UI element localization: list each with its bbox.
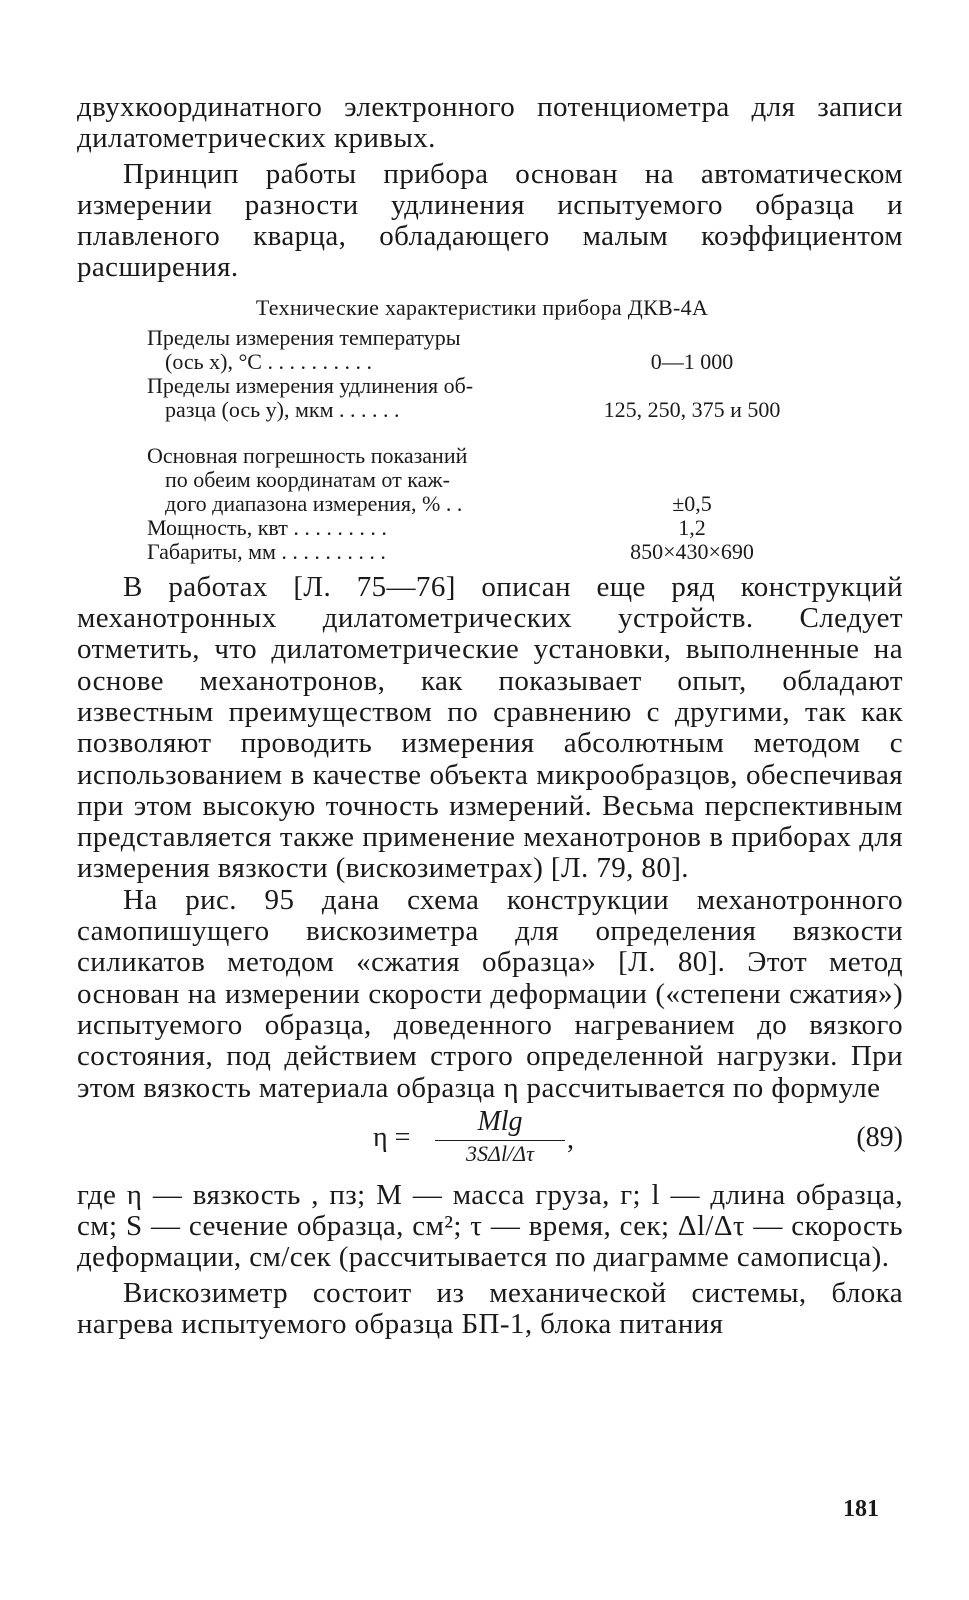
spec-label: Мощность, квт . . . . . . . . .	[147, 514, 387, 540]
spec-value: 125, 250, 375 и 500	[603, 396, 781, 422]
spec-label: Основная погрешность показаний	[147, 442, 468, 468]
formula-fraction	[435, 1106, 565, 1167]
spec-value: 1,2	[678, 514, 706, 540]
paragraph-2: Принцип работы прибора основан на автоматическом измерении разности удлинения испытуемого образца и плавленого кварца, обладающего малым коэффициентом расширения.	[77, 157, 903, 284]
paragraph-1: двухкоординатного электронного потенциометра для записи дилатометрических кривых.	[77, 91, 903, 155]
spec-label: (ось x), °C . . . . . . . . . .	[165, 348, 372, 374]
spec-value: ±0,5	[672, 490, 712, 516]
spec-row-power	[147, 516, 827, 540]
paragraph-4: На рис. 95 дана схема конструкции механотронного самопишущего вискозиметра для определения вязкости силикатов методом «сжатия образца» [Л. 80]. Этот метод основан на измерении скорости деформации («степени сжатия») испытуемого образца, доведенного нагреванием до вязкого состояния, под действием строго определенной нагрузки. При этом вязкость материала образца η рассчитывается по формуле	[77, 883, 903, 1104]
spec-label: разца (ось y), мкм . . . . . .	[165, 396, 400, 422]
paragraph-6: Вискозиметр состоит из механической системы, блока нагрева испытуемого образца БП-1, блока питания	[77, 1276, 903, 1341]
spec-label: Пределы измерения температуры	[147, 324, 461, 350]
equation-number: (89)	[856, 1121, 903, 1153]
formula-denominator: 3SΔl/Δτ	[466, 1140, 534, 1166]
spec-label: по обеим координатам от каж-	[165, 466, 450, 492]
formula-numerator: Mlg	[435, 1106, 565, 1141]
spec-row-elongation	[147, 374, 827, 422]
spec-label: Пределы измерения удлинения об-	[147, 372, 474, 398]
spec-title: Технические характеристики прибора ДКВ-4А	[255, 294, 709, 320]
spec-label: Габариты, мм . . . . . . . . . .	[147, 538, 386, 564]
formula-89	[77, 1105, 903, 1178]
paragraph-3: В работах [Л. 75—76] описан еще ряд конструкций механотронных дилатометрических устройств. Следует отметить, что дилатометрические установки, выполненные на основе механотронов, как показывает опыт, обладают известным преимуществом по сравнению с другими, так как позволяют проводить измерения абсолютным методом с использованием в качестве объекта микрообразцов, обеспечивая при этом высокую точность измерений. Весьма перспективным представляется также применение механотронов в приборах для измерения вязкости (вискозиметрах) [Л. 79, 80].	[77, 570, 903, 885]
spec-row-temperature	[147, 326, 827, 374]
spec-table	[147, 296, 827, 564]
formula-lhs: η =	[373, 1121, 411, 1153]
spec-value: 0—1 000	[650, 348, 734, 374]
page-body	[77, 92, 903, 1340]
spec-row-error	[147, 444, 827, 516]
formula-punct: ,	[567, 1123, 574, 1155]
spec-value: 850×430×690	[630, 538, 754, 564]
paragraph-5: где η — вязкость , пз; M — масса груза, г; l — длина образца, см; S — сечение образца, см²; τ — время, сек; Δl/Δτ — скорость деформации, см/сек (рассчитывается по диаграмме самописца).	[77, 1178, 903, 1274]
spec-row-dimensions	[147, 540, 827, 564]
page-number: 181	[843, 1496, 879, 1522]
spec-label: дого диапазона измерения, % . .	[165, 490, 463, 516]
